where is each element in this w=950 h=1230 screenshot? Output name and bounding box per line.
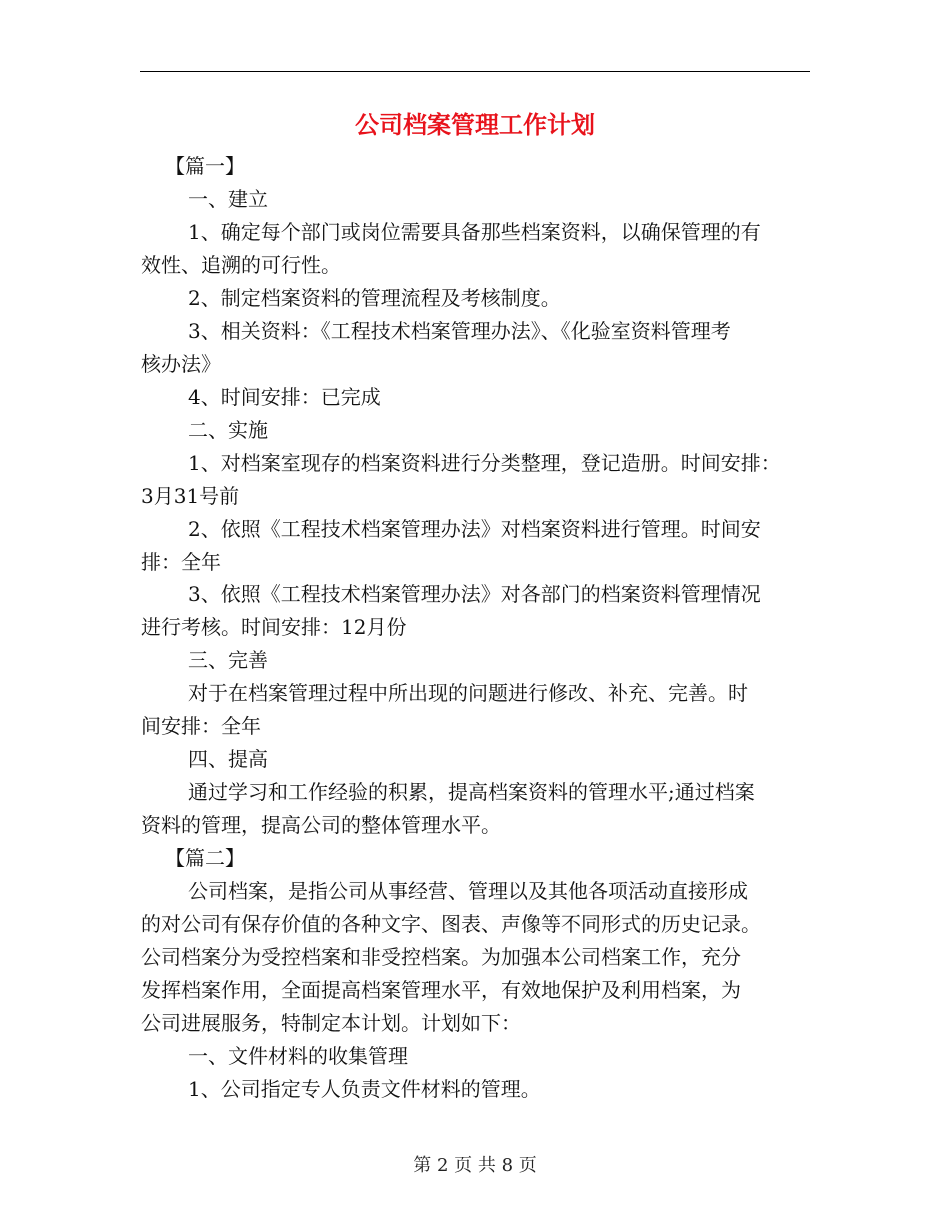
body-line: 进行考核。时间安排：12月份 xyxy=(141,615,407,639)
body-line: 发挥档案作用，全面提高档案管理水平，有效地保护及利用档案，为 xyxy=(141,978,741,1002)
body-line: 2、依照《工程技术档案管理办法》对档案资料进行管理。时间安 xyxy=(188,517,761,541)
body-line: 通过学习和工作经验的积累，提高档案资料的管理水平;通过档案 xyxy=(188,780,755,804)
body-line: 的对公司有保存价值的各种文字、图表、声像等不同形式的历史记录。 xyxy=(141,912,761,936)
body-line: 核办法》 xyxy=(141,352,221,376)
body-line: 1、确定每个部门或岗位需要具备那些档案资料，以确保管理的有 xyxy=(188,220,761,244)
body-line: 公司档案分为受控档案和非受控档案。为加强本公司档案工作，充分 xyxy=(141,945,741,969)
body-line: 资料的管理，提高公司的整体管理水平。 xyxy=(141,813,501,837)
body-line: 公司档案，是指公司从事经营、管理以及其他各项活动直接形成 xyxy=(188,879,748,903)
body-line: 4、时间安排：已完成 xyxy=(188,385,381,409)
body-line: 排：全年 xyxy=(141,550,221,574)
header-rule xyxy=(140,71,810,72)
body-line: 公司进展服务，特制定本计划。计划如下： xyxy=(141,1011,521,1035)
page-number-footer: 第 2 页 共 8 页 xyxy=(413,1155,537,1176)
body-line: 效性、追溯的可行性。 xyxy=(141,253,341,277)
body-line: 1、对档案室现存的档案资料进行分类整理，登记造册。时间安排： xyxy=(188,451,781,475)
section-heading: 【篇一】 xyxy=(165,154,245,178)
body-line: 3月31号前 xyxy=(141,484,240,508)
body-line: 对于在档案管理过程中所出现的问题进行修改、补充、完善。时 xyxy=(188,681,748,705)
body-line: 3、相关资料：《工程技术档案管理办法》、《化验室资料管理考 xyxy=(188,319,731,343)
subsection-heading: 三、完善 xyxy=(188,648,268,672)
body-line: 间安排：全年 xyxy=(141,714,261,738)
body-line: 1、公司指定专人负责文件材料的管理。 xyxy=(188,1077,541,1101)
body-line: 2、制定档案资料的管理流程及考核制度。 xyxy=(188,286,561,310)
subsection-heading: 一、建立 xyxy=(188,187,268,211)
subsection-heading: 四、提高 xyxy=(188,747,268,771)
subsection-heading: 一、文件材料的收集管理 xyxy=(188,1044,408,1068)
subsection-heading: 二、实施 xyxy=(188,418,268,442)
document-title: 公司档案管理工作计划 xyxy=(355,110,595,139)
body-line: 3、依照《工程技术档案管理办法》对各部门的档案资料管理情况 xyxy=(188,582,761,606)
section-heading: 【篇二】 xyxy=(165,846,245,870)
